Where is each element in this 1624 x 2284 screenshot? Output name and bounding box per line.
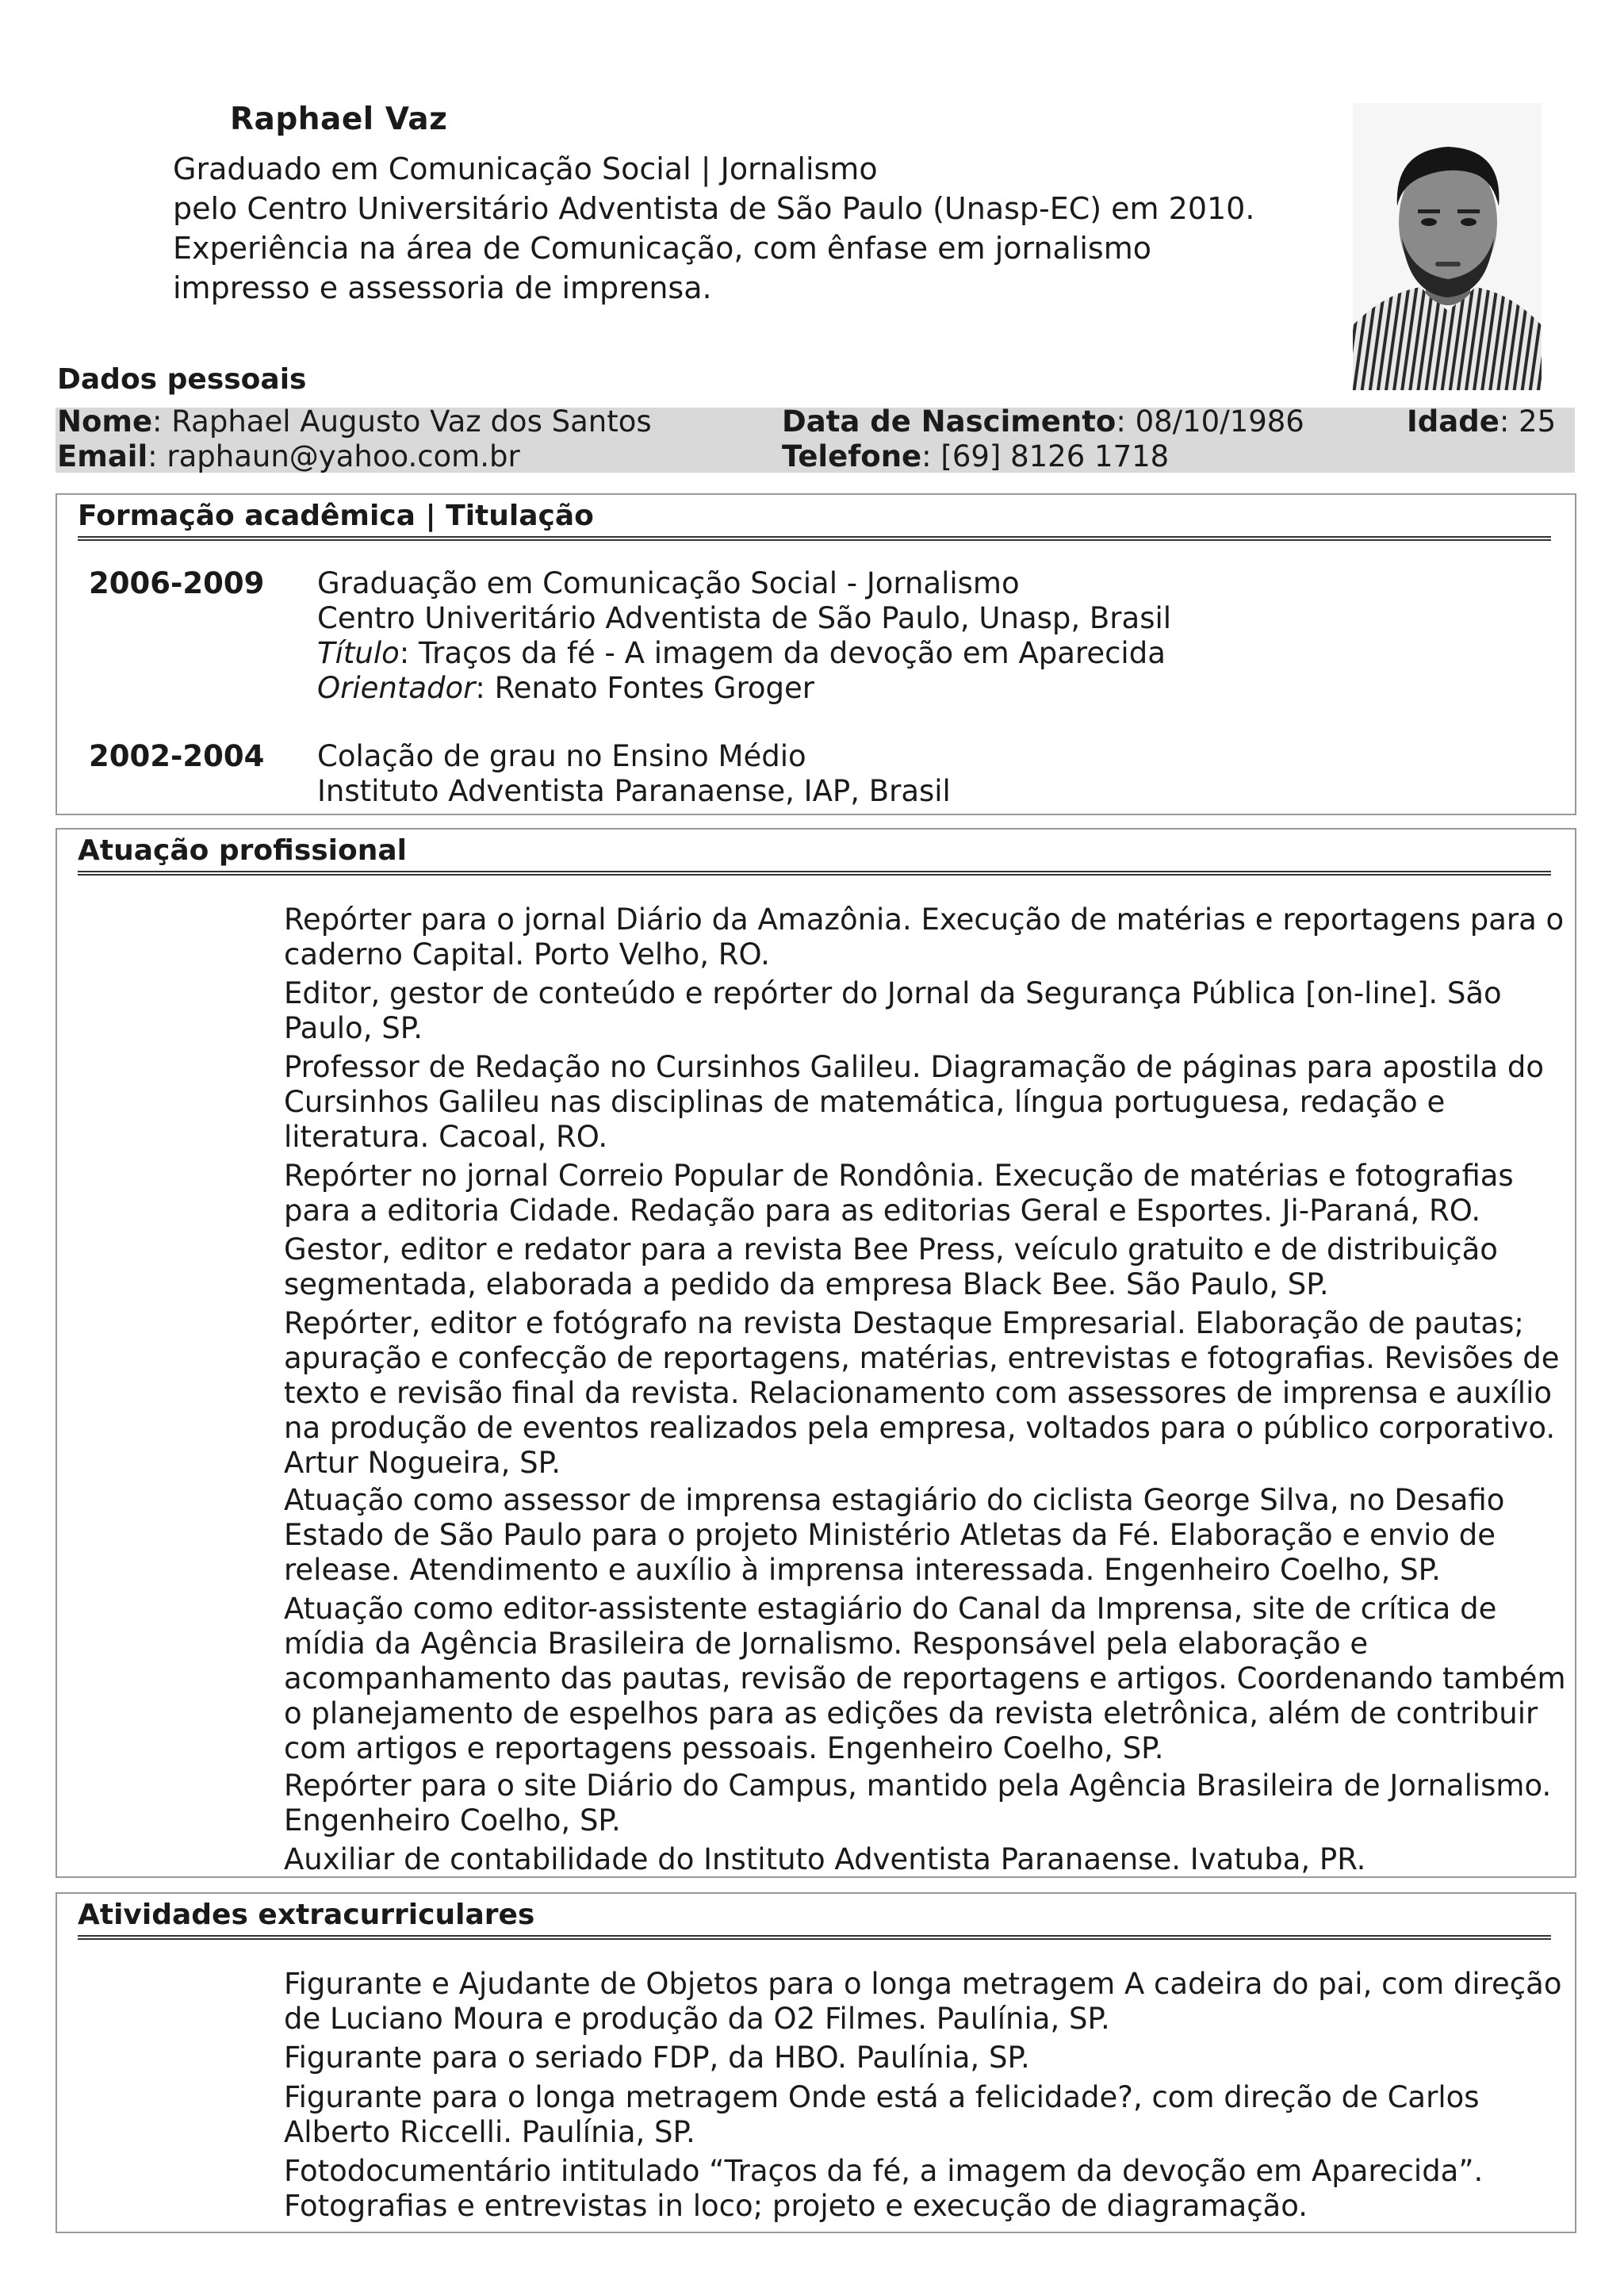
email-field: Email: raphaun@yahoo.com.br [57, 439, 520, 473]
summary-line: Graduado em Comunicação Social | Jornalismo [173, 151, 878, 186]
description-line: Alberto Riccelli. Paulínia, SP. [284, 2114, 695, 2149]
description-line: Atuação como editor-assistente estagiário do Canal da Imprensa, site de crítica de [284, 1591, 1497, 1626]
description-line: mídia da Agência Brasileira de Jornalismo. Responsável pela elaboração e [284, 1626, 1369, 1661]
description-line: Artur Nogueira, SP. [284, 1445, 561, 1480]
extracurricular-description [284, 1967, 1561, 2037]
professional-description [284, 1232, 1498, 1302]
education-year: 2006-2009 [89, 566, 265, 600]
professional-description [284, 976, 1502, 1046]
summary-line: pelo Centro Universitário Adventista de São Paulo (Unasp-EC) em 2010. [173, 191, 1255, 226]
professional-description [284, 1842, 1365, 1877]
course: Colação de grau no Ensino Médio [317, 739, 806, 773]
professional-title: Atuação profissional [78, 834, 408, 867]
description-line: Auxiliar de contabilidade do Instituto Adventista Paranaense. Ivatuba, PR. [284, 1842, 1366, 1876]
extracurricular-section [56, 1892, 1576, 2233]
description-line: com artigos e reportagens pessoais. Engenheiro Coelho, SP. [284, 1730, 1164, 1765]
description-line: Estado de São Paulo para o projeto Ministério Atletas da Fé. Elaboração e envio de [284, 1518, 1496, 1552]
description-line: para a editoria Cidade. Redação para as editorias Geral e Esportes. Ji-Paraná, RO. [284, 1193, 1481, 1228]
description-line: Editor, gestor de conteúdo e repórter do Jornal da Segurança Pública [on-line]. São [284, 976, 1502, 1010]
birthdate-label: Data de Nascimento [782, 404, 1116, 439]
advisor-label: Orientador [317, 671, 476, 705]
birthdate-value: 08/10/1986 [1135, 404, 1304, 439]
profile-summary [173, 149, 1254, 308]
advisor: Orientador: Renato Fontes Groger [317, 671, 814, 705]
professional-description [284, 1769, 1551, 1838]
age-value: 25 [1519, 404, 1557, 439]
advisor-value: Renato Fontes Groger [494, 671, 814, 705]
description-line: Gestor, editor e redator para a revista Bee Press, veículo gratuito e de distribuição [284, 1232, 1498, 1267]
education-year: 2002-2004 [89, 739, 265, 773]
description-line: Figurante para o seriado FDP, da HBO. Paulínia, SP. [284, 2041, 1030, 2075]
section-divider [78, 871, 1551, 876]
course: Graduação em Comunicação Social - Jornalismo [317, 566, 1020, 600]
description-line: Repórter para o site Diário do Campus, mantido pela Agência Brasileira de Jornalismo. [284, 1769, 1552, 1803]
description-line: Atuação como assessor de imprensa estagiário do ciclista George Silva, no Desafio [284, 1483, 1505, 1517]
email-label: Email [57, 439, 148, 473]
summary-line: impresso e assessoria de imprensa. [173, 270, 712, 305]
extracurricular-description [284, 2154, 1483, 2224]
professional-description [284, 1050, 1544, 1155]
professional-description [284, 1306, 1560, 1481]
education-section [56, 493, 1576, 815]
description-line: segmentada, elaborada a pedido da empresa Black Bee. São Paulo, SP. [284, 1267, 1329, 1301]
summary-line: Experiência na área de Comunicação, com ênfase em jornalismo [173, 231, 1151, 266]
description-line: Fotografias e entrevistas in loco; projeto e execução de diagramação. [284, 2188, 1308, 2223]
phone-field: Telefone: [69] 8126 1718 [782, 439, 1170, 473]
extracurricular-title: Atividades extracurriculares [78, 1899, 535, 1931]
description-line: na produção de eventos realizados pela empresa, voltados para o público corporativo. [284, 1410, 1556, 1445]
description-line: Engenheiro Coelho, SP. [284, 1803, 621, 1838]
name-value: Raphael Augusto Vaz dos Santos [171, 404, 652, 439]
birthdate-field: Data de Nascimento: 08/10/1986 [782, 404, 1304, 439]
description-line: Professor de Redação no Cursinhos Galileu. Diagramação de páginas para apostila do [284, 1050, 1544, 1084]
description-line: o planejamento de espelhos para as edições da revista eletrônica, além de contribuir [284, 1696, 1538, 1730]
description-line: acompanhamento das pautas, revisão de reportagens e artigos. Coordenando também [284, 1661, 1566, 1696]
professional-description [284, 902, 1564, 972]
description-line: Fotodocumentário intitulado “Traços da fé, a imagem da devoção em Aparecida”. [284, 2153, 1484, 2188]
profile-photo [1353, 103, 1542, 390]
professional-section [56, 828, 1576, 1878]
name-label: Nome [57, 404, 153, 439]
description-line: Paulo, SP. [284, 1011, 423, 1045]
description-line: Repórter para o jornal Diário da Amazônia. Execução de matérias e reportagens para o [284, 902, 1565, 937]
email-value: raphaun@yahoo.com.br [167, 439, 520, 473]
description-line: release. Atendimento e auxílio à imprensa interessada. Engenheiro Coelho, SP. [284, 1553, 1441, 1587]
description-line: Cursinhos Galileu nas disciplinas de matemática, língua portuguesa, redação e [284, 1085, 1446, 1119]
description-line: de Luciano Moura e produção da O2 Filmes. Paulínia, SP. [284, 2002, 1110, 2036]
education-details [317, 739, 1554, 809]
section-divider [78, 536, 1551, 541]
professional-description [284, 1159, 1514, 1228]
education-details [317, 566, 1554, 706]
description-line: Figurante para o longa metragem Onde está a felicidade?, com direção de Carlos [284, 2079, 1480, 2114]
portrait-illustration [1353, 103, 1542, 390]
extracurricular-description [284, 2041, 1030, 2075]
description-line: Repórter no jornal Correio Popular de Rondônia. Execução de matérias e fotografias [284, 1158, 1514, 1193]
description-line: literatura. Cacoal, RO. [284, 1120, 608, 1154]
phone-value: [69] 8126 1718 [940, 439, 1170, 473]
name-field: Nome: Raphael Augusto Vaz dos Santos [57, 404, 652, 439]
thesis-label: Título [317, 636, 400, 670]
candidate-name: Raphael Vaz [230, 102, 448, 137]
thesis-title: Título: Traços da fé - A imagem da devoção em Aparecida [317, 636, 1166, 670]
age-label: Idade [1407, 404, 1500, 439]
description-line: Repórter, editor e fotógrafo na revista Destaque Empresarial. Elaboração de pautas; [284, 1305, 1524, 1340]
professional-description [284, 1483, 1504, 1588]
description-line: texto e revisão final da revista. Relacionamento com assessores de imprensa e auxílio [284, 1375, 1552, 1410]
school: Centro Univeritário Adventista de São Paulo, Unasp, Brasil [317, 601, 1172, 635]
description-line: apuração e confecção de reportagens, matérias, entrevistas e fotografias. Revisões de [284, 1340, 1560, 1375]
extracurricular-description [284, 2080, 1480, 2150]
description-line: Figurante e Ajudante de Objetos para o longa metragem A cadeira do pai, com direção [284, 1967, 1562, 2001]
professional-description [284, 1592, 1566, 1766]
personal-data-title: Dados pessoais [57, 363, 307, 396]
phone-label: Telefone [782, 439, 922, 473]
section-divider [78, 1935, 1551, 1940]
school: Instituto Adventista Paranaense, IAP, Brasil [317, 774, 951, 808]
education-title: Formação acadêmica | Titulação [78, 500, 594, 532]
thesis-value: Traços da fé - A imagem da devoção em Aparecida [419, 636, 1166, 670]
description-line: caderno Capital. Porto Velho, RO. [284, 937, 770, 971]
age-field: Idade: 25 [1407, 404, 1557, 439]
